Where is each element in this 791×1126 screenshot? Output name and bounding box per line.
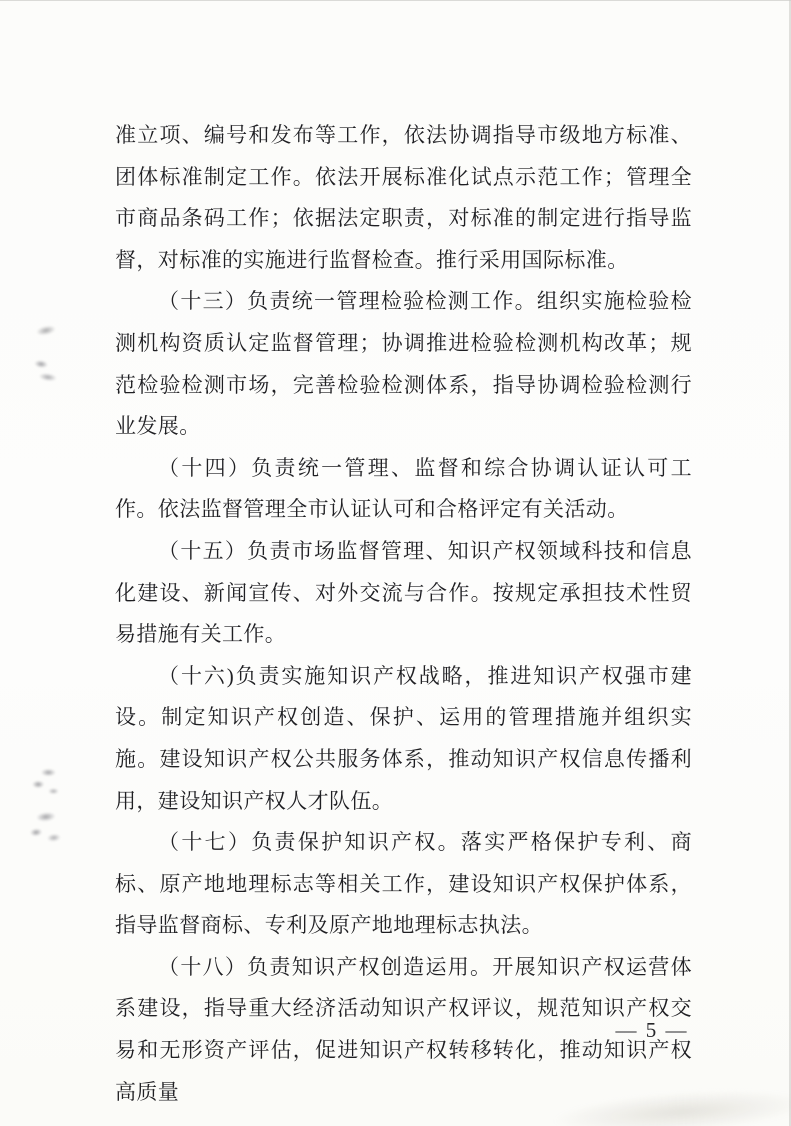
paragraph-12-continued: 准立项、编号和发布等工作，依法协调指导市级地方标准、团体标准制定工作。依法开展标准化试点示范工作；管理全市商品条码工作；依据法定职责，对标准的制定进行指导监督，对标准的实施进行监督检查。推行采用国际标准。 bbox=[115, 123, 692, 272]
ink-smudge bbox=[28, 764, 62, 798]
paragraph-13: （十三）负责统一管理检验检测工作。组织实施检验检测机构资质认定监督管理；协调推进检验检测机构改革；规范检验检测市场，完善检验检测体系，指导协调检验检测行业发展。 bbox=[115, 289, 692, 439]
paragraph-14: （十四）负责统一管理、监督和综合协调认证认可工作。依法监督管理全市认证认可和合格评定有关活动。 bbox=[115, 455, 692, 522]
scan-edge-top bbox=[0, 0, 791, 1]
paragraph-15: （十五）负责市场监督管理、知识产权领域科技和信息化建设、新闻宣传、对外交流与合作。按规定承担技术性贸易措施有关工作。 bbox=[115, 538, 692, 647]
ink-smudge bbox=[28, 354, 66, 388]
page-number: — 5 — bbox=[615, 1018, 689, 1042]
paragraph-17: （十七）负责保护知识产权。落实严格保护专利、商标、原产地地理标志等相关工作，建设知识产权保护体系，指导监督商标、专利及原产地地理标志执法。 bbox=[115, 830, 692, 938]
paragraph-16: （十六)负责实施知识产权战略，推进知识产权强市建设。制定知识产权创造、保护、运用的管理措施并组织实施。建设知识产权公共服务体系，推动知识产权信息传播利用，建设知识产权人才队伍。 bbox=[115, 663, 692, 813]
ink-smudge bbox=[24, 806, 66, 846]
ink-smudge bbox=[35, 324, 56, 337]
document-body bbox=[115, 115, 692, 1113]
paragraph-18: （十八）负责知识产权创造运用。开展知识产权运营体系建设，指导重大经济活动知识产权评议，规范知识产权交易和无形资产评估，促进知识产权转移转化，推动知识产权高质量 bbox=[115, 954, 692, 1104]
